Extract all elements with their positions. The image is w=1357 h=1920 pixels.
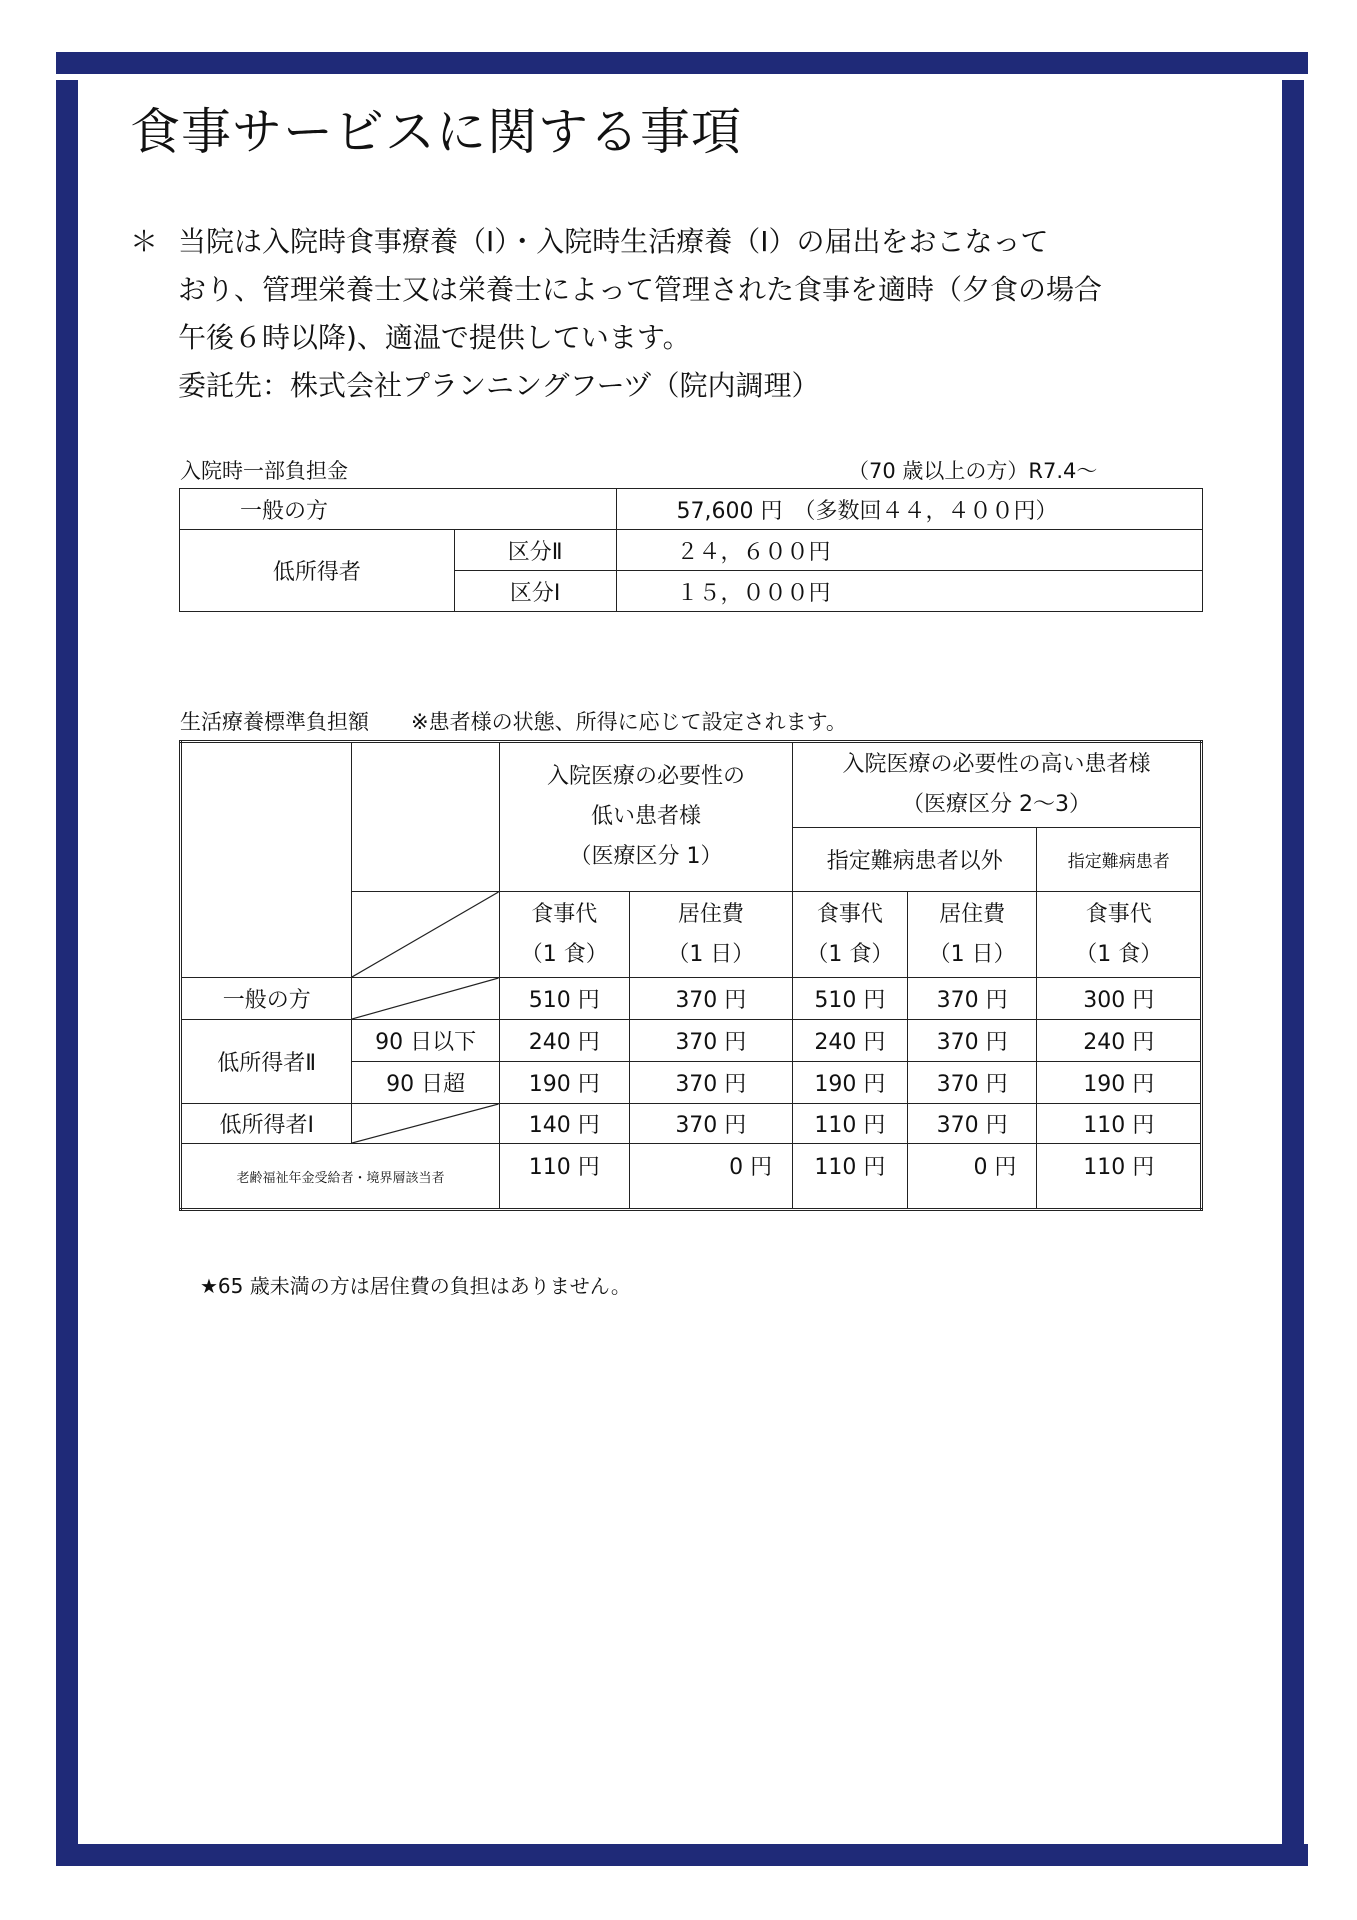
table-cell: 140 円 [499,1104,629,1144]
table-row [181,1020,1202,1062]
table-cell: 0 円 [629,1144,793,1210]
inpatient-charge-table [179,488,1203,612]
table-cell: 一般の方 [180,489,617,530]
table-row [180,489,1203,530]
decorative-border-top [56,52,1308,80]
table2-caption: 生活療養標準負担額 ※患者様の状態、所得に応じて設定されます。 [180,710,847,734]
intro-line: 午後６時以降)、適温で提供しています。 [178,321,691,354]
table-header: 居住費 （1 日） [629,892,793,978]
living-care-charge-table [179,740,1203,1211]
table-header: 居住費 （1 日） [907,892,1037,978]
table-cell [181,742,352,978]
table-header: 指定難病患者以外 [793,828,1037,892]
table-cell: 110 円 [499,1144,629,1210]
table-cell: 低所得者Ⅰ [181,1104,352,1144]
table-row [181,1144,1202,1210]
intro-paragraph [130,218,1260,410]
table-row [181,742,1202,828]
intro-mark: ＊ [130,225,159,258]
table-cell: 90 日超 [352,1062,500,1104]
table-cell: 370 円 [629,1104,793,1144]
table-row [181,1104,1202,1144]
intro-line: 当院は入院時食事療養（Ⅰ）・入院時生活療養（Ⅰ）の届出をおこなって [178,225,1049,258]
table-cell: 190 円 [499,1062,629,1104]
table-cell: 240 円 [499,1020,629,1062]
table-cell: 240 円 [1037,1020,1202,1062]
table-cell: 低所得者 [180,530,455,612]
table-cell: 510 円 [499,978,629,1020]
table-row [180,530,1203,571]
table-cell [352,742,500,892]
table-header: 食事代 （1 食） [1037,892,1202,978]
table-cell: 区分Ⅰ [454,571,616,612]
table-cell: 370 円 [629,1062,793,1104]
table-header: 食事代 （1 食） [793,892,908,978]
table-cell: 90 日以下 [352,1020,500,1062]
table-cell: 370 円 [907,1020,1037,1062]
page-title: 食事サービスに関する事項 [130,103,742,161]
table-cell: １５，０００円 [616,571,1202,612]
decorative-border-right [1282,80,1310,1844]
table1-caption-right: （70 歳以上の方）R7.4～ [848,459,1098,483]
table-cell: 370 円 [907,978,1037,1020]
table-cell: 老齢福祉年金受給者・境界層該当者 [181,1144,500,1210]
table-cell: ２４，６００円 [616,530,1202,571]
diagonal-cell [352,1104,500,1144]
table-header: 指定難病患者 [1037,828,1202,892]
table-cell: 300 円 [1037,978,1202,1020]
decorative-border-left [56,80,84,1844]
table-cell: 区分Ⅱ [454,530,616,571]
table-cell: 240 円 [793,1020,908,1062]
table-cell: 110 円 [1037,1144,1202,1210]
table-cell: 190 円 [1037,1062,1202,1104]
table-cell: 57,600 円 （多数回４４，４００円） [616,489,1202,530]
table-cell: 110 円 [793,1104,908,1144]
table-header: 入院医療の必要性の 低い患者様 （医療区分 1） [499,742,792,892]
table-cell: 一般の方 [181,978,352,1020]
table-cell: 370 円 [629,978,793,1020]
table-cell: 110 円 [1037,1104,1202,1144]
footnote: ★65 歳未満の方は居住費の負担はありません。 [200,1274,631,1298]
table-cell: 110 円 [793,1144,908,1210]
intro-line: おり、管理栄養士又は栄養士によって管理された食事を適時（夕食の場合 [178,273,1103,306]
table-header: 食事代 （1 食） [499,892,629,978]
table-cell: 低所得者Ⅱ [181,1020,352,1104]
table-cell: 370 円 [629,1020,793,1062]
table-cell: 510 円 [793,978,908,1020]
table-cell: 370 円 [907,1062,1037,1104]
diagonal-cell [352,978,500,1020]
table-cell: 190 円 [793,1062,908,1104]
table-row [181,978,1202,1020]
table-cell: 0 円 [907,1144,1037,1210]
table-header: 入院医療の必要性の高い患者様 （医療区分 2～3） [793,742,1202,828]
diagonal-cell [352,892,500,978]
decorative-border-bottom [56,1844,1308,1872]
table-cell: 370 円 [907,1104,1037,1144]
intro-line: 委託先：株式会社プランニングフーヅ（院内調理） [178,369,820,402]
table1-caption: 入院時一部負担金 [180,459,348,483]
